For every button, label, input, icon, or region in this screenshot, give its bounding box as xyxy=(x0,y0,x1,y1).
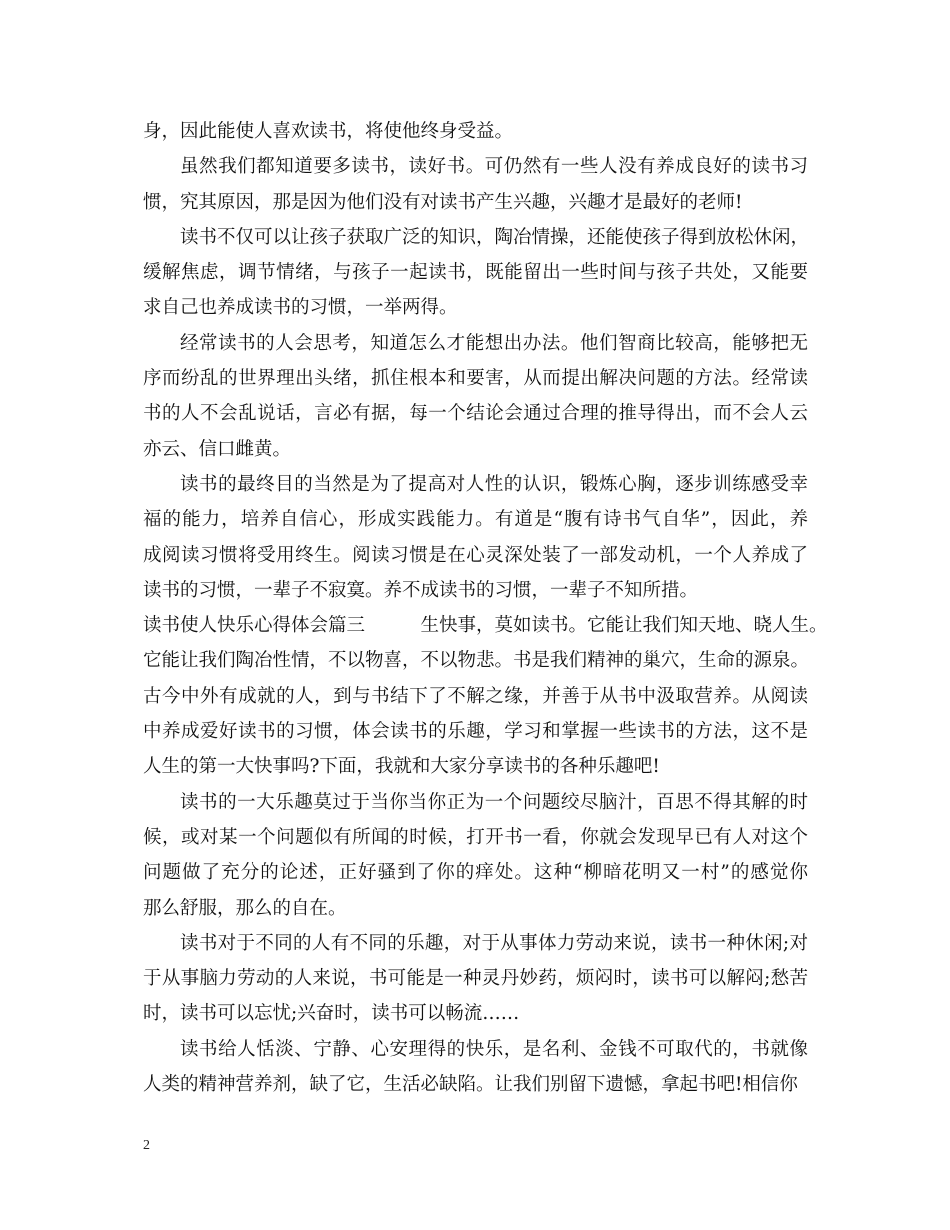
text-line: 读书的最终目的当然是为了提高对人性的认识，锻炼心胸，逐步训练感受幸 xyxy=(180,473,808,495)
text-line: 人生的第一大快事吗?下面，我就和大家分享读书的各种乐趣吧! xyxy=(143,756,660,778)
paragraph xyxy=(143,220,808,326)
text-line: 那么舒服，那么的自在。 xyxy=(143,897,347,919)
text-line: 读书给人恬淡、宁静、心安理得的快乐，是名利、金钱不可取代的，书就像 xyxy=(180,1038,808,1060)
text-line: 成阅读习惯将受用终生。阅读习惯是在心灵深处装了一部发动机，一个人养成了 xyxy=(143,544,808,566)
paragraph xyxy=(143,785,808,926)
text-line: 人类的精神营养剂，缺了它，生活必缺陷。让我们别留下遗憾，拿起书吧!相信你 xyxy=(143,1074,798,1096)
document-body xyxy=(143,114,828,1102)
text-line: 身，因此能使人喜欢读书，将使他终身受益。 xyxy=(143,121,514,142)
text-line: 序而纷乱的世界理出头绪，抓住根本和要害，从而提出解决问题的方法。经常读 xyxy=(143,368,808,390)
paragraph xyxy=(143,926,808,1032)
text-line: 读书对于不同的人有不同的乐趣，对于从事体力劳动来说，读书一种休闲;对 xyxy=(180,932,808,954)
text-line: 古今中外有成就的人，到与书结下了不解之缘，并善于从书中汲取营养。从阅读 xyxy=(143,685,808,707)
text-line: 书的人不会乱说话，言必有据，每一个结论会通过合理的推导得出，而不会人云 xyxy=(143,403,808,425)
text-line: 时，读书可以忘忧;兴奋时，读书可以畅流…… xyxy=(143,1003,520,1025)
paragraph xyxy=(143,608,828,784)
text-line: 经常读书的人会思考，知道怎么才能想出办法。他们智商比较高，能够把无 xyxy=(180,332,808,354)
text-line: 读书的一大乐趣莫过于当你当你正为一个问题绞尽脑汁，百思不得其解的时 xyxy=(180,791,808,813)
paragraph xyxy=(143,1032,808,1103)
text-line: 读书使人快乐心得体会篇三 生快事，莫如读书。它能让我们知天地、晓人生。 xyxy=(143,615,828,637)
text-line: 候，或对某一个问题似有所闻的时候，打开书一看，你就会发现早已有人对这个 xyxy=(143,826,808,848)
text-line: 读书的习惯，一辈子不寂寞。养不成读书的习惯，一辈子不知所措。 xyxy=(143,579,699,601)
paragraph xyxy=(143,114,808,149)
text-line: 它能让我们陶冶性情，不以物喜，不以物悲。书是我们精神的巢穴，生命的源泉。 xyxy=(143,650,810,672)
text-line: 虽然我们都知道要多读书，读好书。可仍然有一些人没有养成良好的读书习 xyxy=(180,156,808,178)
text-line: 中养成爱好读书的习惯，体会读书的乐趣，学习和掌握一些读书的方法，这不是 xyxy=(143,721,808,743)
text-line: 问题做了充分的论述，正好骚到了你的痒处。这种“柳暗花明又一村”的感觉你 xyxy=(143,862,808,884)
text-line: 求自己也养成读书的习惯，一举两得。 xyxy=(143,297,458,319)
text-line: 于从事脑力劳动的人来说，书可能是一种灵丹妙药，烦闷时，读书可以解闷;愁苦 xyxy=(143,968,808,990)
paragraph xyxy=(143,326,808,467)
text-line: 福的能力，培养自信心，形成实践能力。有道是“腹有诗书气自华”，因此，养 xyxy=(143,509,808,531)
text-line: 亦云、信口雌黄。 xyxy=(143,438,292,460)
text-line: 缓解焦虑，调节情绪，与孩子一起读书，既能留出一些时间与孩子共处，又能要 xyxy=(143,262,808,284)
paragraph xyxy=(143,149,808,220)
text-line: 读书不仅可以让孩子获取广泛的知识，陶冶情操，还能使孩子得到放松休闲， xyxy=(180,226,810,248)
paragraph xyxy=(143,467,808,608)
page-number: 2 xyxy=(143,1138,150,1153)
text-line: 惯，究其原因，那是因为他们没有对读书产生兴趣，兴趣才是最好的老师! xyxy=(143,191,743,213)
